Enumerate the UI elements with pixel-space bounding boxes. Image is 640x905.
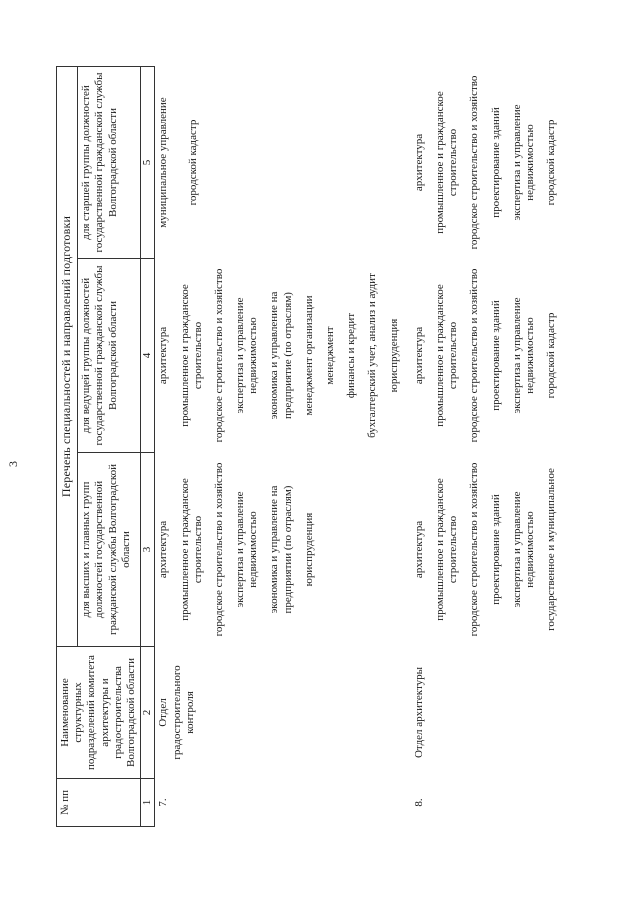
header-col4: для ведущей группы должностей государственной гражданской службы Волгоградской области: [78, 259, 141, 453]
specialty-item: городской кадастр: [545, 119, 558, 206]
specialty-item: проектирование зданий: [489, 107, 502, 218]
page-number: 3: [6, 461, 20, 467]
row-col3: [411, 453, 569, 647]
specialty-item: проектирование зданий: [489, 300, 502, 411]
row-number: 8.: [412, 798, 425, 807]
specialties-table: [56, 66, 568, 827]
specialty-item: юриспруденция: [387, 318, 400, 393]
specialty-item: менеджмент организации: [302, 295, 315, 416]
specialty-item: архитектура: [412, 133, 425, 192]
continued-specialty: городской кадастр: [186, 119, 199, 206]
specialty-item: экспертиза и управление недвижимостью: [234, 297, 260, 414]
specialty-item: экспертиза и управление недвижимостью: [234, 491, 260, 608]
specialty-item: проектирование зданий: [489, 494, 502, 605]
header-unit: Наименование структурных подразделений комитета архитектуры и градостроительства Волгоградской области: [57, 647, 141, 779]
specialty-item: менеджмент: [324, 326, 336, 385]
column-index: 1: [141, 779, 155, 827]
specialty-item: экспертиза и управление недвижимостью: [510, 297, 536, 414]
specialty-item: государственное и муниципальное: [545, 468, 558, 631]
specialty-item: городское строительство и хозяйство: [468, 268, 481, 443]
column-index: 2: [141, 647, 155, 779]
row-number: 7.: [157, 798, 170, 807]
header-col5: для старшей группы должностей государственной гражданской службы Волгоградской области: [78, 66, 141, 258]
column-index: 5: [141, 66, 155, 258]
specialty-item: городское строительство и хозяйство: [212, 268, 225, 443]
specialty-item: промышленное и гражданское строительство: [178, 284, 204, 427]
specialty-item: городской кадастр: [545, 312, 558, 399]
row-col4: [411, 259, 569, 453]
specialty-item: архитектура: [412, 520, 425, 579]
specialty-item: юриспруденция: [302, 512, 315, 587]
specialty-item: экспертиза и управление недвижимостью: [510, 491, 536, 608]
column-index: 3: [141, 453, 155, 647]
row-col5: [155, 66, 411, 258]
specialty-item: промышленное и гражданское строительство: [433, 478, 460, 621]
specialty-item: городское строительство и хозяйство: [468, 75, 481, 250]
row-col4: [155, 259, 411, 453]
row-col5: [411, 66, 569, 258]
specialty-item: экспертиза и управление недвижимостью: [510, 104, 536, 221]
specialty-item: промышленное и гражданское строительство: [433, 284, 460, 427]
header-group: Перечень специальностей и направлений подготовки: [57, 66, 78, 646]
header-col3: для высших и главных групп должностей государственной гражданской службы Волгоградской области: [78, 453, 141, 647]
specialty-item: экономика и управление на предприятии (по отраслям): [268, 485, 294, 614]
specialty-item: архитектура: [157, 520, 170, 579]
row-unit-name: Отдел архитектуры: [412, 666, 425, 759]
header-num: № пп: [57, 779, 141, 827]
specialty-item: бухгалтерский учет, анализ и аудит: [366, 273, 379, 438]
specialty-item: городское строительство и хозяйство: [468, 462, 481, 637]
table-row: [411, 66, 569, 826]
specialty-item: промышленное и гражданское строительство: [178, 478, 204, 621]
column-index-row: [141, 66, 155, 826]
specialty-item: архитектура: [157, 326, 170, 385]
continued-specialty: муниципальное управление: [157, 97, 170, 228]
specialty-item: архитектура: [412, 326, 425, 385]
table-header-row: [57, 66, 78, 826]
specialty-item: городское строительство и хозяйство: [212, 462, 225, 637]
table-row: [155, 66, 411, 826]
row-col3: [155, 453, 411, 647]
column-index: 4: [141, 259, 155, 453]
specialty-item: экономика и управление на предприятие (по отраслям): [268, 291, 294, 420]
specialty-item: промышленное и гражданское строительство: [433, 91, 460, 234]
row-unit-name: Отдел градостроительного контроля: [157, 665, 196, 760]
specialty-item: финансы и кредит: [345, 312, 358, 399]
